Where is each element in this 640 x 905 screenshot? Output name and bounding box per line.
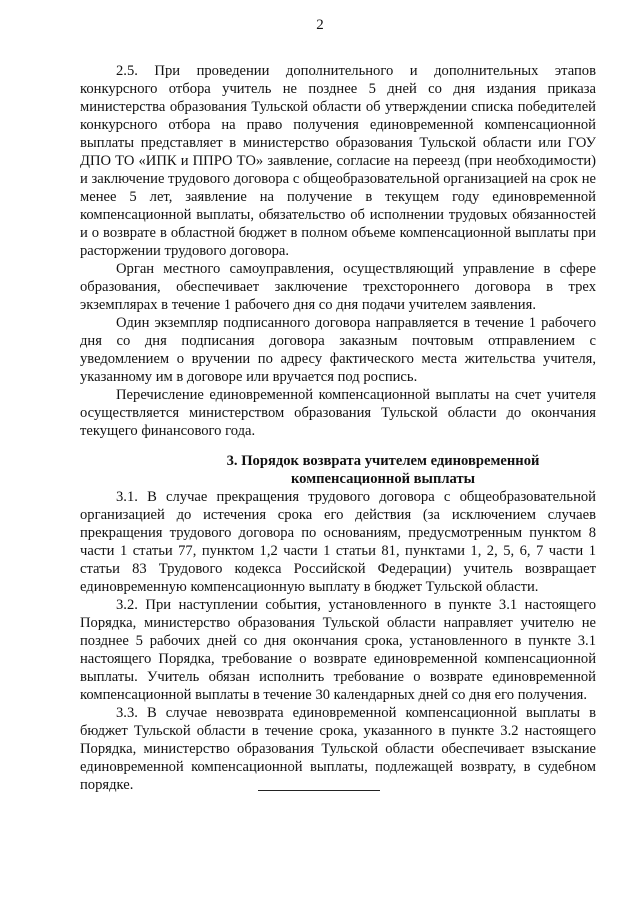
page-number: 2 [316, 17, 324, 33]
end-divider-line [258, 790, 380, 791]
section-3-heading-line1: 3. Порядок возврата учителем единовременной [226, 453, 540, 469]
paragraph-local-government: Орган местного самоуправления, осуществляющий управление в сфере образования, обеспечивает заключение трехстороннего договора в трех экземплярах в течение 1 рабочего дня со дня подачи учителем заявления. [80, 261, 596, 313]
paragraph-3-3: 3.3. В случае невозврата единовременной компенсационной выплаты в бюджет Тульской области в течение срока, указанного в пункте 3.2 настоящего Порядка, министерство образования Тульской области обеспечивает взыскание единовременной компенсационной выплаты, подлежащей возврату, в судебном порядке. [80, 705, 596, 793]
paragraph-3-2: 3.2. При наступлении события, установленного в пункте 3.1 настоящего Порядка, министерство образования Тульской области направляет учителю не позднее 5 рабочих дней со дня окончания срока, установленного в пункте 3.1 настоящего Порядка, требование о возврате единовременной компенсационной выплаты. Учитель обязан исполнить требование о возврате единовременной компенсационной выплаты в течение 30 календарных дней со дня его получения. [80, 597, 596, 703]
paragraph-3-1: 3.1. В случае прекращения трудового договора с общеобразовательной организацией до истечения срока его действия (за исключением случаев прекращения трудового договора по основаниям, предусмотренным пунктом 8 части 1 статьи 77, пунктом 1,2 части 1 статьи 81, пунктами 1, 2, 5, 6, 7 части 1 статьи 83 Трудового кодекса Российской Федерации) учитель возвращает единовременную компенсационную выплату в бюджет Тульской области. [80, 489, 596, 595]
section-3-heading-line2: компенсационной выплаты [290, 471, 476, 487]
paragraph-contract-copy: Один экземпляр подписанного договора направляется в течение 1 рабочего дня со дня подписания договора заказным почтовым отправлением с уведомлением о вручении по адресу фактического места жительства учителя, указанному им в договоре или вручается под роспись. [80, 315, 596, 385]
paragraph-payment-transfer: Перечисление единовременной компенсационной выплаты на счет учителя осуществляется министерством образования Тульской области до окончания текущего финансового года. [80, 387, 596, 439]
section-3-heading [80, 452, 596, 488]
document-body [80, 62, 596, 794]
paragraph-2-5: 2.5. При проведении дополнительного и дополнительных этапов конкурсного отбора учитель не позднее 5 дней со дня издания приказа министерства образования Тульской области об утверждении списка победителей конкурсного отбора на право получения единовременной компенсационной выплаты представляет в министерство образования Тульской области или ГОУ ДПО ТО «ИПК и ППРО ТО» заявление, согласие на переезд (при необходимости) и заключение трудового договора с общеобразовательной организацией на срок не менее 5 лет, заявление на получение в текущем году единовременной компенсационной выплаты, обязательство об исполнении трудовых обязанностей и о возврате в областной бюджет в полном объеме компенсационной выплаты при расторжении трудового договора. [80, 63, 596, 259]
